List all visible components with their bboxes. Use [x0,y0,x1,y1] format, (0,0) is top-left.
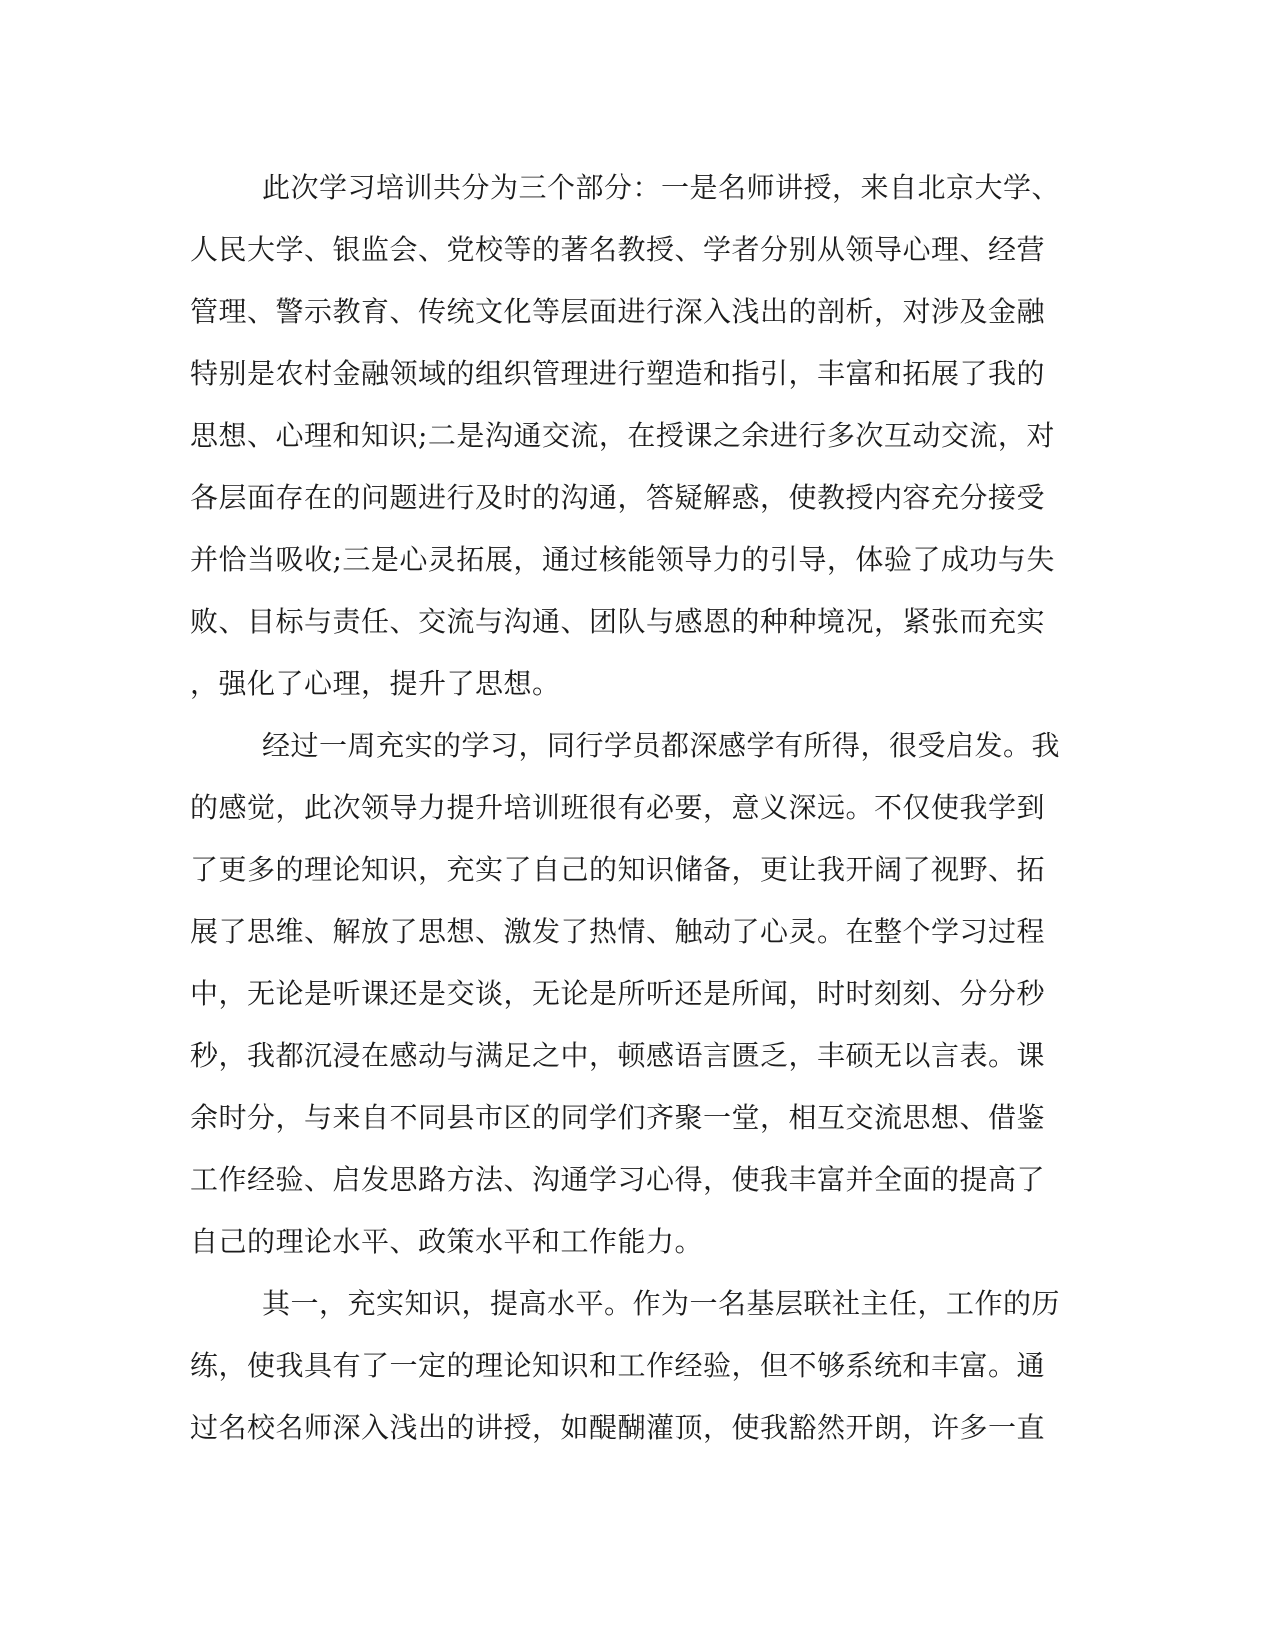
text-line: 其一，充实知识，提高水平。作为一名基层联社主任，工作的历 [262,1287,1061,1320]
text-line: 自己的理论水平、政策水平和工作能力。 [190,1225,704,1258]
text-line: 败、目标与责任、交流与沟通、团队与感恩的种种境况，紧张而充实 [190,605,1046,638]
paragraph-2 [190,715,1060,1273]
text-line: 过名校名师深入浅出的讲授，如醍醐灌顶，使我豁然开朗，许多一直 [190,1411,1046,1444]
text-line: 了更多的理论知识，充实了自己的知识储备，更让我开阔了视野、拓 [190,853,1046,886]
text-line: 余时分，与来自不同县市区的同学们齐聚一堂，相互交流思想、借鉴 [190,1101,1046,1134]
text-line: 并恰当吸收;三是心灵拓展，通过核能领导力的引导，体验了成功与失 [190,543,1055,576]
text-line: 中，无论是听课还是交谈，无论是所听还是所闻，时时刻刻、分分秒 [190,977,1046,1010]
paragraph-1 [190,157,1060,715]
text-line: 的感觉，此次领导力提升培训班很有必要，意义深远。不仅使我学到 [190,791,1046,824]
text-line: 练，使我具有了一定的理论知识和工作经验，但不够系统和丰富。通 [190,1349,1046,1382]
text-line: 管理、警示教育、传统文化等层面进行深入浅出的剖析，对涉及金融 [190,295,1046,328]
text-line: 此次学习培训共分为三个部分：一是名师讲授，来自北京大学、 [262,171,1061,204]
document-body [190,157,1060,1459]
text-line: 经过一周充实的学习，同行学员都深感学有所得，很受启发。我 [262,729,1061,762]
paragraph-3 [190,1273,1060,1459]
text-line: 工作经验、启发思路方法、沟通学习心得，使我丰富并全面的提高了 [190,1163,1046,1196]
text-line: ，强化了心理，提升了思想。 [190,667,561,700]
text-line: 思想、心理和知识;二是沟通交流，在授课之余进行多次互动交流，对 [190,419,1055,452]
text-line: 人民大学、银监会、党校等的著名教授、学者分别从领导心理、经营 [190,233,1046,266]
text-line: 各层面存在的问题进行及时的沟通，答疑解惑，使教授内容充分接受 [190,481,1046,514]
text-line: 展了思维、解放了思想、激发了热情、触动了心灵。在整个学习过程 [190,915,1046,948]
text-line: 特别是农村金融领域的组织管理进行塑造和指引，丰富和拓展了我的 [190,357,1046,390]
text-line: 秒，我都沉浸在感动与满足之中，顿感语言匮乏，丰硕无以言表。课 [190,1039,1046,1072]
